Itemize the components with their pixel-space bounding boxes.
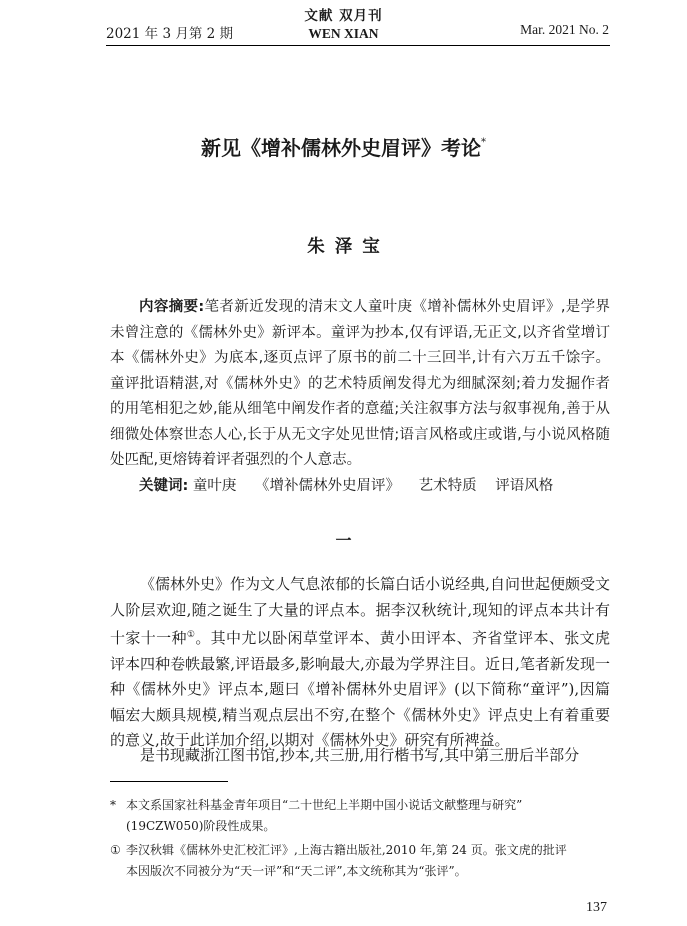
- footnote-text: 本因版次不同被分为“天一评”和“天二评”,本文统称其为“张评”。: [126, 864, 467, 878]
- header-issue-en: Mar. 2021 No. 2: [520, 22, 609, 37]
- footnote-ref: ①: [186, 630, 196, 640]
- author-name: 朱泽宝: [307, 237, 390, 257]
- body-paragraph: [110, 572, 610, 754]
- article-title-text: 新见《增补儒林外史眉评》考论: [201, 136, 481, 160]
- keywords: [110, 474, 610, 500]
- keyword-item: 艺术特质: [418, 478, 477, 494]
- header-issue-date: 2021 年 3 月第 2 期: [106, 26, 233, 42]
- section-number: 一: [335, 531, 352, 550]
- body-text: 《儒林外史》作为文人气息浓郁的长篇白话小说经典,自问世起便颇受文人阶层欢迎,随之诞生了大量的评点本。据李汉秋统计,现知的评点本共计有十家十一种: [110, 575, 610, 647]
- article-title: [0, 132, 687, 161]
- page-number: 137: [586, 900, 607, 915]
- keyword-item: 评语风格: [495, 478, 554, 494]
- keyword-item: 《增补儒林外史眉评》: [255, 478, 401, 494]
- footnote-rule: [110, 781, 228, 782]
- abstract-text: 笔者新近发现的清末文人童叶庚《增补儒林外史眉评》,是学界未曾注意的《儒林外史》新评本。童评为抄本,仅有评语,无正文,以齐省堂增订本《儒林外史》为底本,逐页点评了原书的前二十三回半,计有六万五千馀字。童评批语精湛,对《儒林外史》的艺术特质阐发得尤为细腻深刻;着力发掘作者的用笔相犯之妙,能从细笔中阐发作者的意蕴;关注叙事方法与叙事视角,善于从细微处体察世态人心,长于从无文字处见世情;语言风格或庄或谐,与小说风格随处匹配,更熔铸着评者强烈的个人意志。: [110, 299, 610, 468]
- journal-name-cn: 文献 双月刊: [304, 8, 383, 24]
- abstract-label: 内容摘要:: [139, 299, 205, 315]
- footnote: [110, 795, 610, 837]
- keyword-item: 童叶庚: [192, 478, 237, 494]
- footnote-text: 本文系国家社科基金青年项目“二十世纪上半期中国小说话文献整理与研究”: [126, 798, 523, 812]
- journal-name-en: WEN XIAN: [308, 26, 379, 41]
- body-paragraph: 是书现藏浙江图书馆,抄本,共三册,用行楷书写,其中第三册后半部分: [140, 746, 580, 764]
- body-text: 。其中尤以卧闲草堂评本、黄小田评本、齐省堂评本、张文虎评本四种卷帙最繁,评语最多,影响最大,亦最为学界注目。近日,笔者新发现一种《儒林外史》评点本,题曰《增补儒林外史眉评》(以下简称“童评”),因篇幅宏大颇具规模,精当观点层出不穷,在整个《儒林外史》评点史上有着重要的意义,故于此详加介绍,以期对《儒林外史》研究有所裨益。: [110, 629, 610, 749]
- footnote-text: (19CZW050)阶段性成果。: [126, 819, 276, 833]
- header-rule: [106, 45, 610, 46]
- abstract: [110, 295, 610, 474]
- footnote-text: 李汉秋辑《儒林外史汇校汇评》,上海古籍出版社,2010 年,第 24 页。张文虎的批评: [126, 843, 567, 857]
- footnote-marker: *: [110, 798, 116, 812]
- footnote-marker: ①: [110, 843, 121, 857]
- title-footnote-marker: *: [481, 137, 486, 149]
- keywords-label: 关键词:: [139, 478, 189, 494]
- footnote: [110, 840, 610, 882]
